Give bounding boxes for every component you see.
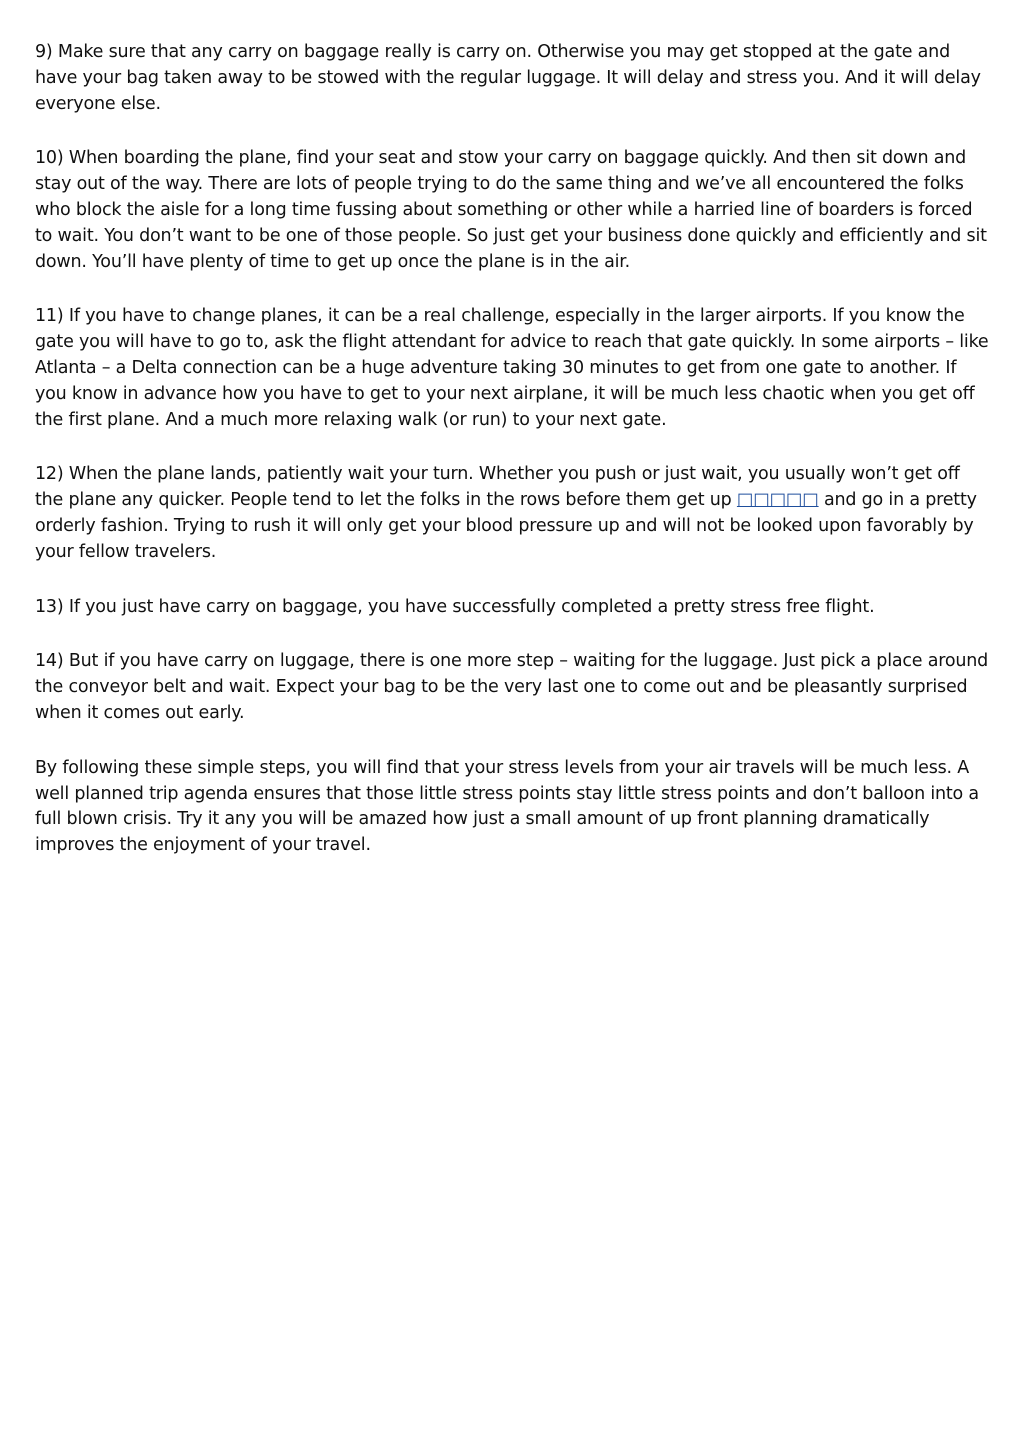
paragraph-12 <box>35 462 991 565</box>
conclusion-paragraph: By following these simple steps, you will find that your stress levels from your air travels will be much less. A well planned trip agenda ensures that those little stress points stay little stress points and don’t balloon into a full blown crisis. Try it any you will be amazed how just a small amount of up front planning dramatically improves the enjoyment of your travel. <box>35 757 979 856</box>
paragraph-10: 10) When boarding the plane, find your seat and stow your carry on baggage quickly. And then sit down and stay out of the way. There are lots of people trying to do the same thing and we’ve all encountered the folks who block the aisle for a long time fussing about something or other while a harried line of boarders is forced to wait. You don’t want to be one of those people. So just get your business done quickly and efficiently and sit down. You’ll have plenty of time to get up once the plane is in the air. <box>35 148 987 272</box>
paragraph-12-text-after: and go in a pretty orderly fashion. Trying to rush it will only get your blood pressure up and will not be looked upon favorably by your fellow travelers. <box>35 490 977 562</box>
paragraph-11: 11) If you have to change planes, it can be a real challenge, especially in the larger airports. If you know the gate you will have to go to, ask the flight attendant for advice to reach that gate quickly. In some airports – like Atlanta – a Delta connection can be a huge adventure taking 30 minutes to get from one gate to another. If you know in advance how you have to get to your next airplane, it will be much less chaotic when you get off the first plane. And a much more relaxing walk (or run) to your next gate. <box>35 306 989 430</box>
paragraph-12-text-before: 12) When the plane lands, patiently wait your turn. Whether you push or just wait, you usually won’t get off the plane any quicker. People tend to let the folks in the rows before them get up <box>35 464 960 511</box>
document-body <box>35 40 991 888</box>
inline-link[interactable]: □□□□□ <box>736 490 819 511</box>
paragraph-9: 9) Make sure that any carry on baggage really is carry on. Otherwise you may get stopped at the gate and have your bag taken away to be stowed with the regular luggage. It will delay and stress you. And it will delay everyone else. <box>35 42 981 114</box>
paragraph-13: 13) If you just have carry on baggage, you have successfully completed a pretty stress free flight. <box>35 596 875 617</box>
paragraph-14: 14) But if you have carry on luggage, there is one more step – waiting for the luggage. Just pick a place around the conveyor belt and wait. Expect your bag to be the very last one to come out and be pleasantly surprised when it comes out early. <box>35 651 989 723</box>
